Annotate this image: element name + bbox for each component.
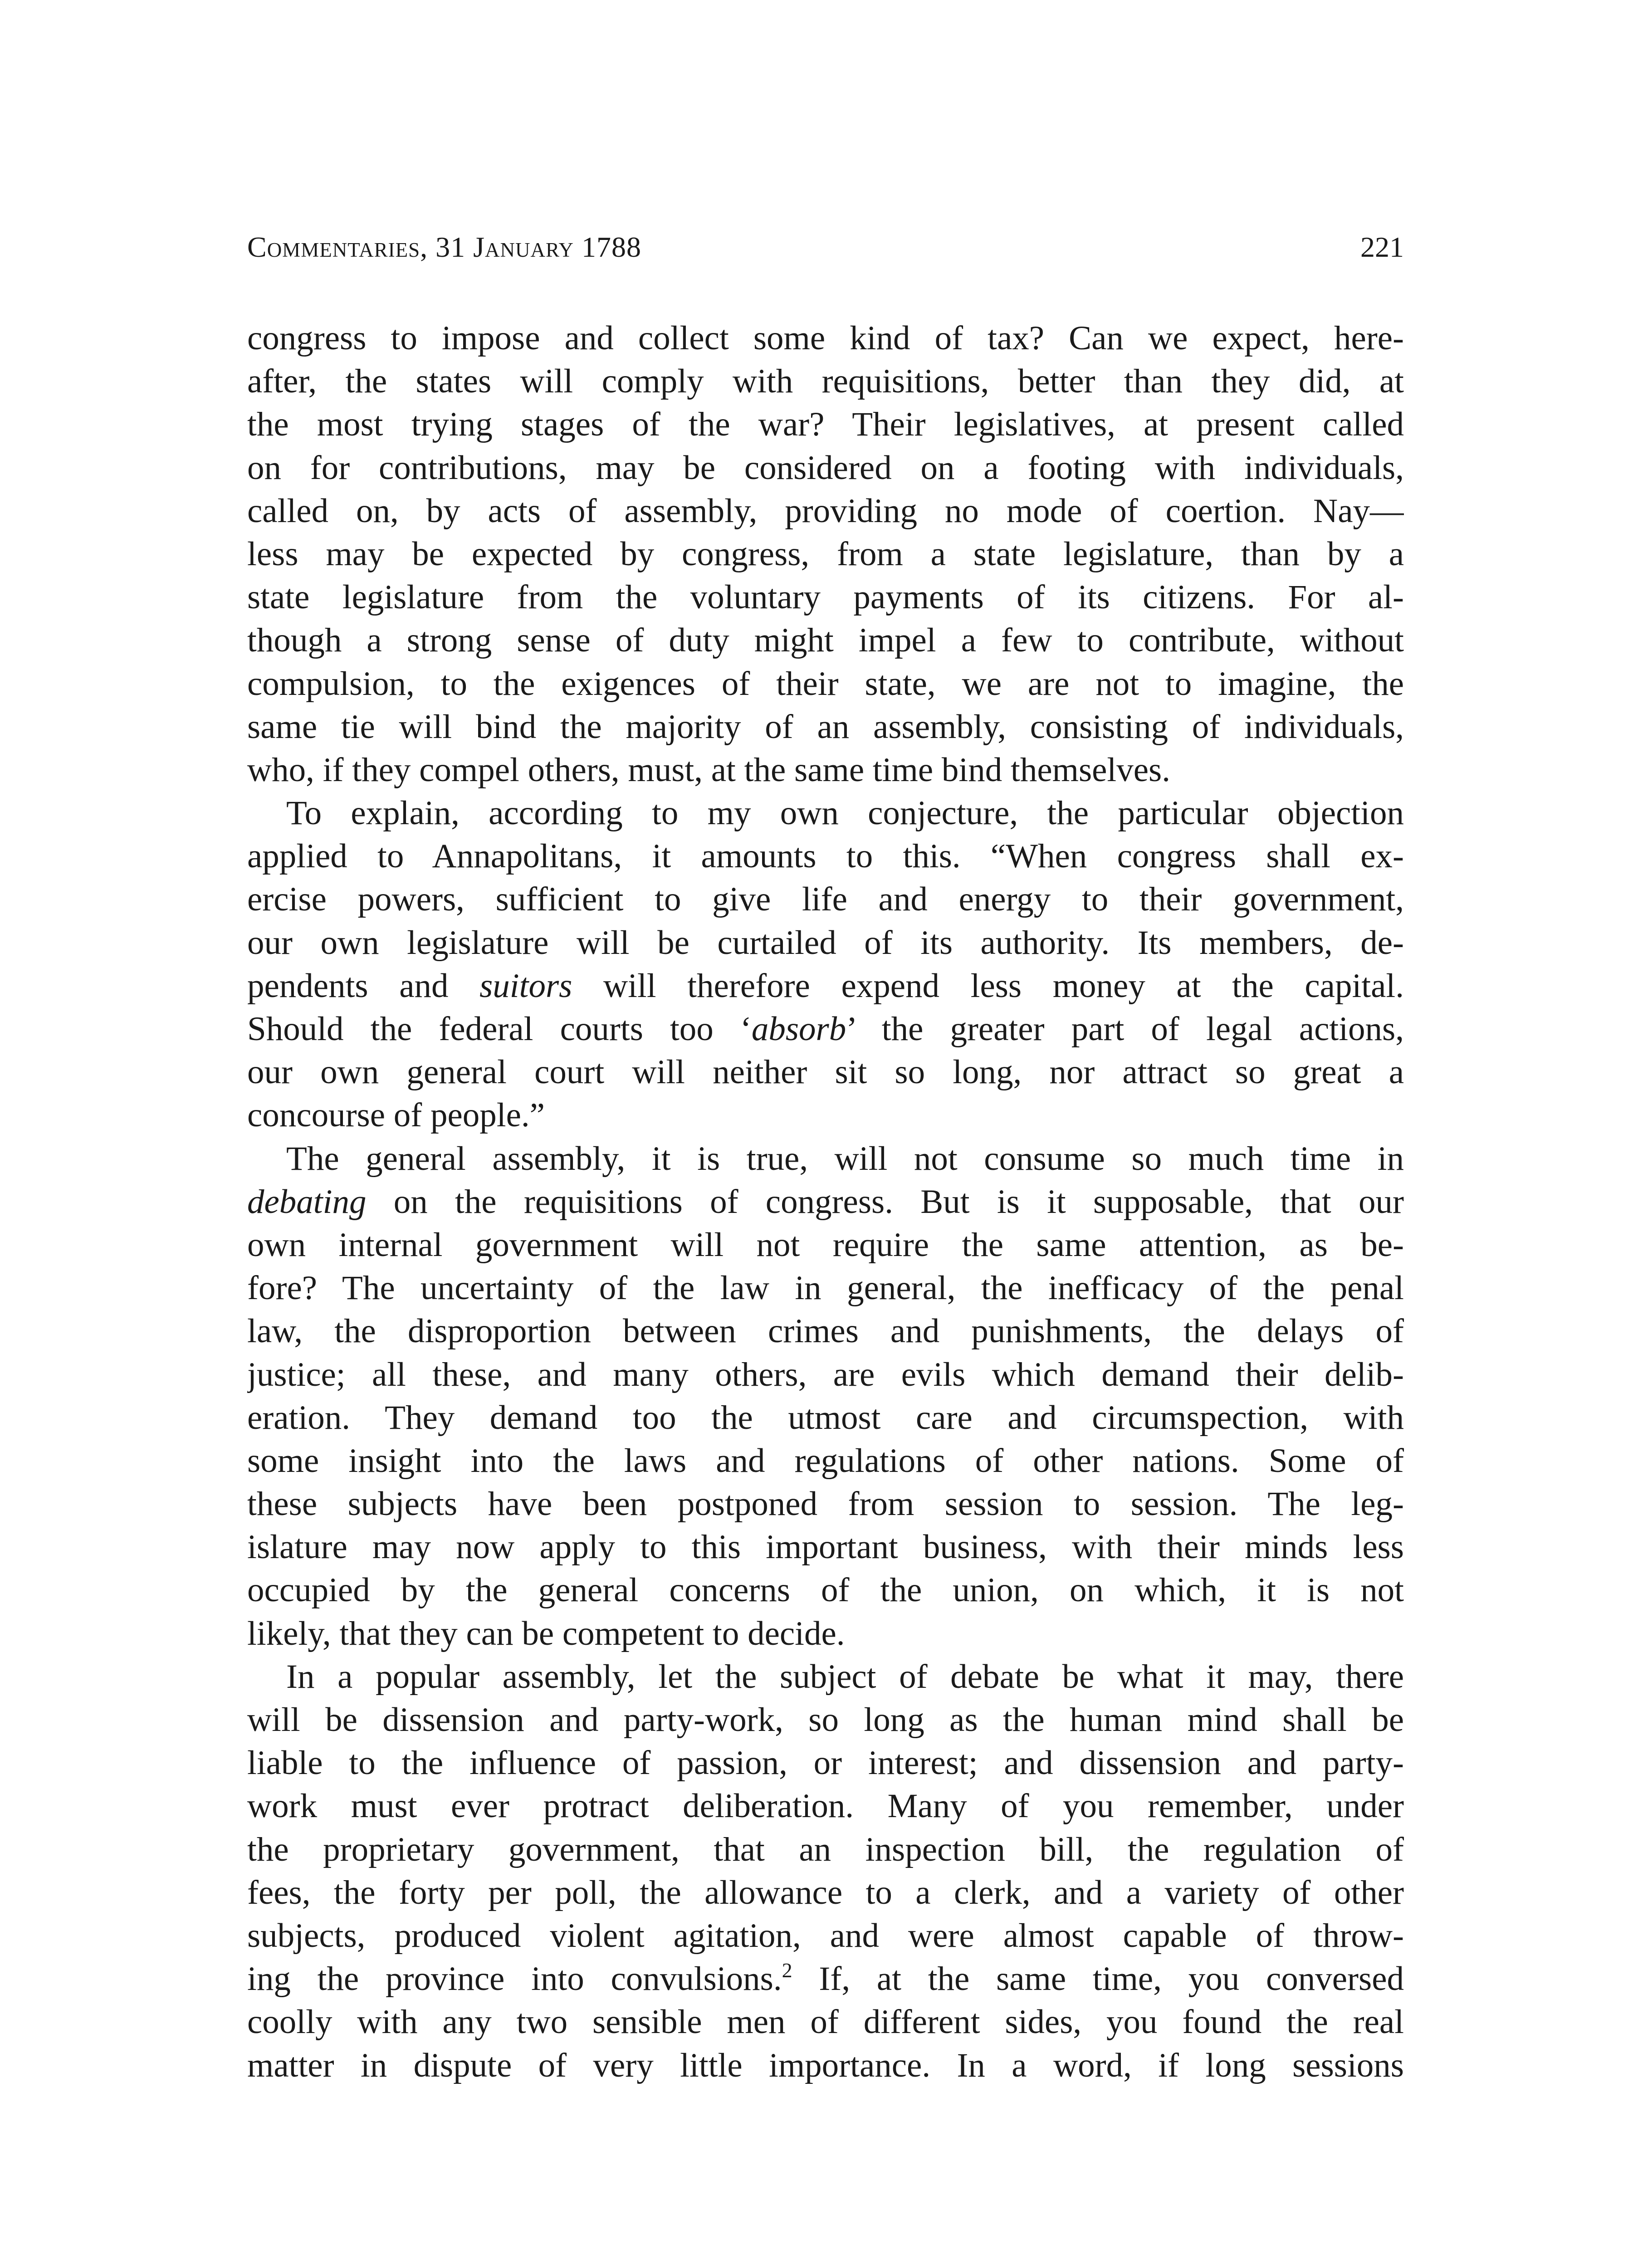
text-line: subjects, produced violent agitation, and were almost capable of throw- xyxy=(247,1916,1404,1955)
running-title: Commentaries, 31 January 1788 xyxy=(247,231,642,263)
text-line: called on, by acts of assembly, providing no mode of coertion. Nay— xyxy=(247,492,1404,530)
text-segment: If, at the same time, you conversed xyxy=(792,1960,1404,1998)
italic-word: debating xyxy=(247,1183,367,1221)
text-line xyxy=(247,1957,1404,2000)
footnote-marker: 2 xyxy=(782,1959,792,1982)
running-head xyxy=(247,222,1404,272)
text-line: some insight into the laws and regulations of other nations. Some of xyxy=(247,1442,1404,1480)
text-line: will be dissension and party-work, so long as the human mind shall be xyxy=(247,1701,1404,1739)
text-line: our own general court will neither sit so long, nor attract so great a xyxy=(247,1053,1404,1091)
text-line: congress to impose and collect some kind of tax? Can we expect, here- xyxy=(247,319,1404,357)
text-segment: on the requisitions of congress. But is it supposable, that our xyxy=(366,1183,1404,1221)
text-line: matter in dispute of very little importance. In a word, if long sessions xyxy=(247,2046,1404,2084)
paragraph-2 xyxy=(247,792,1404,1137)
text-line: law, the disproportion between crimes and punishments, the delays of xyxy=(247,1312,1404,1350)
text-line: concourse of people.” xyxy=(247,1096,545,1134)
text-line: own internal government will not require the same attention, as be- xyxy=(247,1226,1404,1264)
text-segment: will therefore expend less money at the capital. xyxy=(572,967,1404,1005)
text-segment: Should the federal courts too ‘ xyxy=(247,1010,752,1048)
text-line: eration. They demand too the utmost care and circumspection, with xyxy=(247,1398,1404,1437)
text-line: liable to the influence of passion, or interest; and dissension and party- xyxy=(247,1744,1404,1782)
text-line: justice; all these, and many others, are evils which demand their delib- xyxy=(247,1355,1404,1393)
text-segment: ’ the greater part of legal actions, xyxy=(846,1010,1404,1048)
text-line: same tie will bind the majority of an assembly, consisting of individuals, xyxy=(247,708,1404,746)
text-line: likely, that they can be competent to decide. xyxy=(247,1614,845,1652)
text-line: our own legislature will be curtailed of its authority. Its members, de- xyxy=(247,924,1404,962)
paragraph-4 xyxy=(247,1655,1404,2087)
text-line: In a popular assembly, let the subject of debate be what it may, there xyxy=(286,1657,1404,1696)
paragraph-3 xyxy=(247,1137,1404,1655)
text-line: after, the states will comply with requisitions, better than they did, at xyxy=(247,362,1404,401)
text-line: the most trying stages of the war? Their legislatives, at present called xyxy=(247,406,1404,444)
text-line: work must ever protract deliberation. Many of you remember, under xyxy=(247,1787,1404,1825)
text-line: though a strong sense of duty might impel a few to contribute, without xyxy=(247,621,1404,660)
text-line xyxy=(247,964,1404,1007)
text-segment: ing the province into convulsions. xyxy=(247,1960,782,1998)
text-line: the proprietary government, that an inspection bill, the regulation of xyxy=(247,1830,1404,1868)
text-line xyxy=(247,1007,1404,1051)
paragraph-1 xyxy=(247,317,1404,792)
body-text xyxy=(247,317,1404,2087)
text-line: who, if they compel others, must, at the same time bind themselves. xyxy=(247,751,1170,789)
text-line: islature may now apply to this important business, with their minds less xyxy=(247,1528,1404,1566)
text-line: on for contributions, may be considered on a footing with individuals, xyxy=(247,449,1404,487)
text-segment: pendents and xyxy=(247,967,480,1005)
text-line: applied to Annapolitans, it amounts to this. “When congress shall ex- xyxy=(247,837,1404,875)
text-line: these subjects have been postponed from session to session. The leg- xyxy=(247,1485,1404,1523)
text-line: fore? The uncertainty of the law in general, the inefficacy of the penal xyxy=(247,1269,1404,1307)
italic-word: absorb xyxy=(751,1010,846,1048)
italic-word: suitors xyxy=(479,967,572,1005)
text-line: less may be expected by congress, from a state legislature, than by a xyxy=(247,535,1404,573)
text-line: coolly with any two sensible men of different sides, you found the real xyxy=(247,2003,1404,2041)
text-line xyxy=(247,1180,1404,1223)
text-line: ercise powers, sufficient to give life and energy to their government, xyxy=(247,880,1404,919)
text-line: compulsion, to the exigences of their state, we are not to imagine, the xyxy=(247,665,1404,703)
text-line: occupied by the general concerns of the union, on which, it is not xyxy=(247,1571,1404,1609)
text-line: The general assembly, it is true, will not consume so much time in xyxy=(286,1139,1404,1178)
text-line: To explain, according to my own conjecture, the particular objection xyxy=(286,794,1404,832)
text-line: state legislature from the voluntary payments of its citizens. For al- xyxy=(247,578,1404,616)
page-number: 221 xyxy=(1360,231,1404,263)
text-line: fees, the forty per poll, the allowance to a clerk, and a variety of other xyxy=(247,1873,1404,1911)
